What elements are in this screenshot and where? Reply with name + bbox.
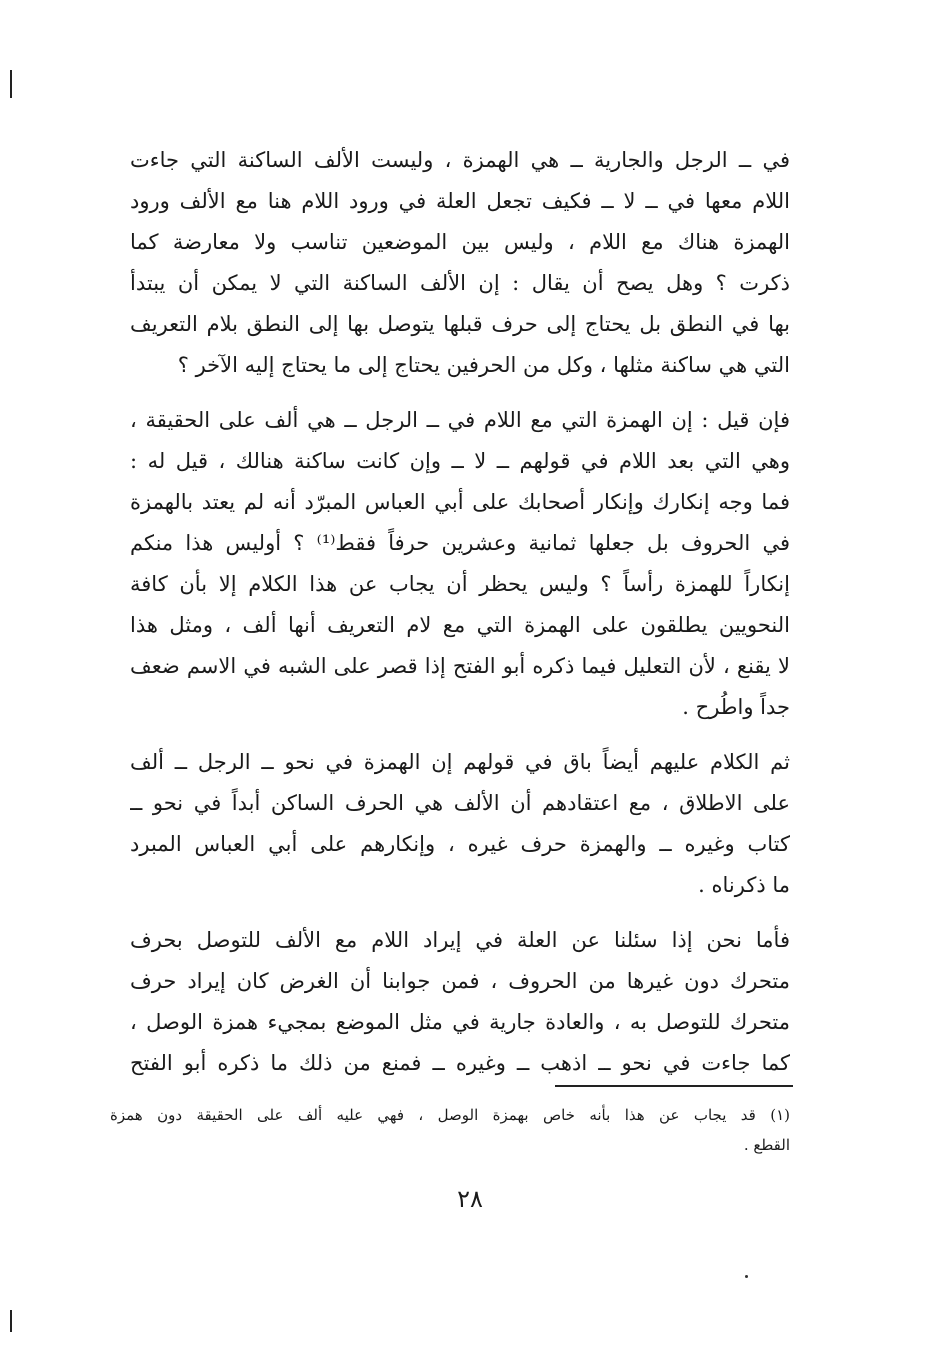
text-line: لا يقنع ، لأن التعليل فيما ذكره أبو الفتح إذا قصر على الشبه في الاسم ضعف	[130, 654, 790, 678]
main-text	[130, 140, 790, 1098]
text-line: في الحروف بل جعلها ثمانية وعشرين حرفاً فقط⁽¹⁾ ؟ أوليس هذا منكم	[130, 531, 790, 555]
text-line: ما ذكرناه .	[698, 873, 790, 897]
text-line: الهمزة هناك مع اللام ، وليس بين الموضعين تناسب ولا معارضة كما	[130, 230, 790, 254]
scan-edge-mark	[10, 1310, 12, 1332]
footnote-divider	[555, 1085, 793, 1087]
footnote-line: القطع .	[743, 1136, 790, 1154]
text-line: متحرك دون غيرها من الحروف ، فمن جوابنا أن الغرض كان إيراد حرف	[130, 969, 790, 993]
text-line: فإن قيل : إن الهمزة التي مع اللام في ــ الرجل ــ هي ألف على الحقيقة ،	[130, 408, 790, 432]
text-line: متحرك للتوصل به ، والعادة جارية في مثل الموضع بمجيء همزة الوصل ،	[130, 1010, 790, 1034]
footnote	[110, 1100, 790, 1160]
text-line: التي هي ساكنة مثلها ، وكل من الحرفين يحتاج إلى ما يحتاج إليه الآخر ؟	[177, 353, 790, 377]
paragraph-3	[130, 742, 790, 906]
text-line: النحويين يطلقون على الهمزة التي مع لام التعريف أنها ألف ، ومثل هذا	[130, 613, 790, 637]
page-number: ٢٨	[457, 1185, 483, 1213]
scan-edge-mark	[10, 70, 12, 98]
text-line: ذكرت ؟ وهل يصح أن يقال : إن الألف الساكنة التي لا يمكن أن يبتدأ	[130, 271, 790, 295]
paragraph-1	[130, 140, 790, 386]
text-line: اللام معها في ــ لا ــ فكيف تجعل العلة في ورود اللام هنا مع الألف ورود	[130, 189, 790, 213]
paragraph-2	[130, 400, 790, 728]
text-line: كما جاءت في نحو ــ اذهب ــ وغيره ــ فمنع من ذلك ما ذكره أبو الفتح	[130, 1051, 790, 1075]
text-line: على الاطلاق ، مع اعتقادهم أن الألف هي الحرف الساكن أبداً في نحو ــ	[130, 791, 790, 815]
text-line: فما وجه إنكارك وإنكار أصحابك على أبي العباس المبرّد أنه لم يعتد بالهمزة	[130, 490, 790, 514]
scan-speck	[745, 1275, 748, 1278]
text-line: كتاب وغيره ــ والهمزة حرف غيره ، وإنكارهم على أبي العباس المبرد	[130, 832, 790, 856]
text-line: جداً واطُرح .	[682, 695, 790, 719]
text-line: في ــ الرجل والجارية ــ هي الهمزة ، وليست الألف الساكنة التي جاءت	[130, 148, 790, 172]
text-line: إنكاراً للهمزة رأساً ؟ وليس يحظر أن يجاب عن هذا الكلام إلا بأن كافة	[130, 572, 790, 596]
paragraph-4	[130, 920, 790, 1084]
text-line: بها في النطق بل يحتاج إلى حرف قبلها يتوصل بها إلى النطق بلام التعريف	[130, 312, 790, 336]
text-line: ثم الكلام عليهم أيضاً باق في قولهم إن الهمزة في نحو ــ الرجل ــ ألف	[130, 750, 790, 774]
text-line: وهي التي بعد اللام في قولهم ــ لا ــ وإن كانت ساكنة هنالك ، قيل له :	[130, 449, 790, 473]
footnote-line: (١) قد يجاب عن هذا بأنه خاص بهمزة الوصل ، فهي عليه ألف على الحقيقة دون همزة	[110, 1106, 790, 1124]
text-line: فأما نحن إذا سئلنا عن العلة في إيراد اللام مع الألف للتوصل بحرف	[130, 928, 790, 952]
